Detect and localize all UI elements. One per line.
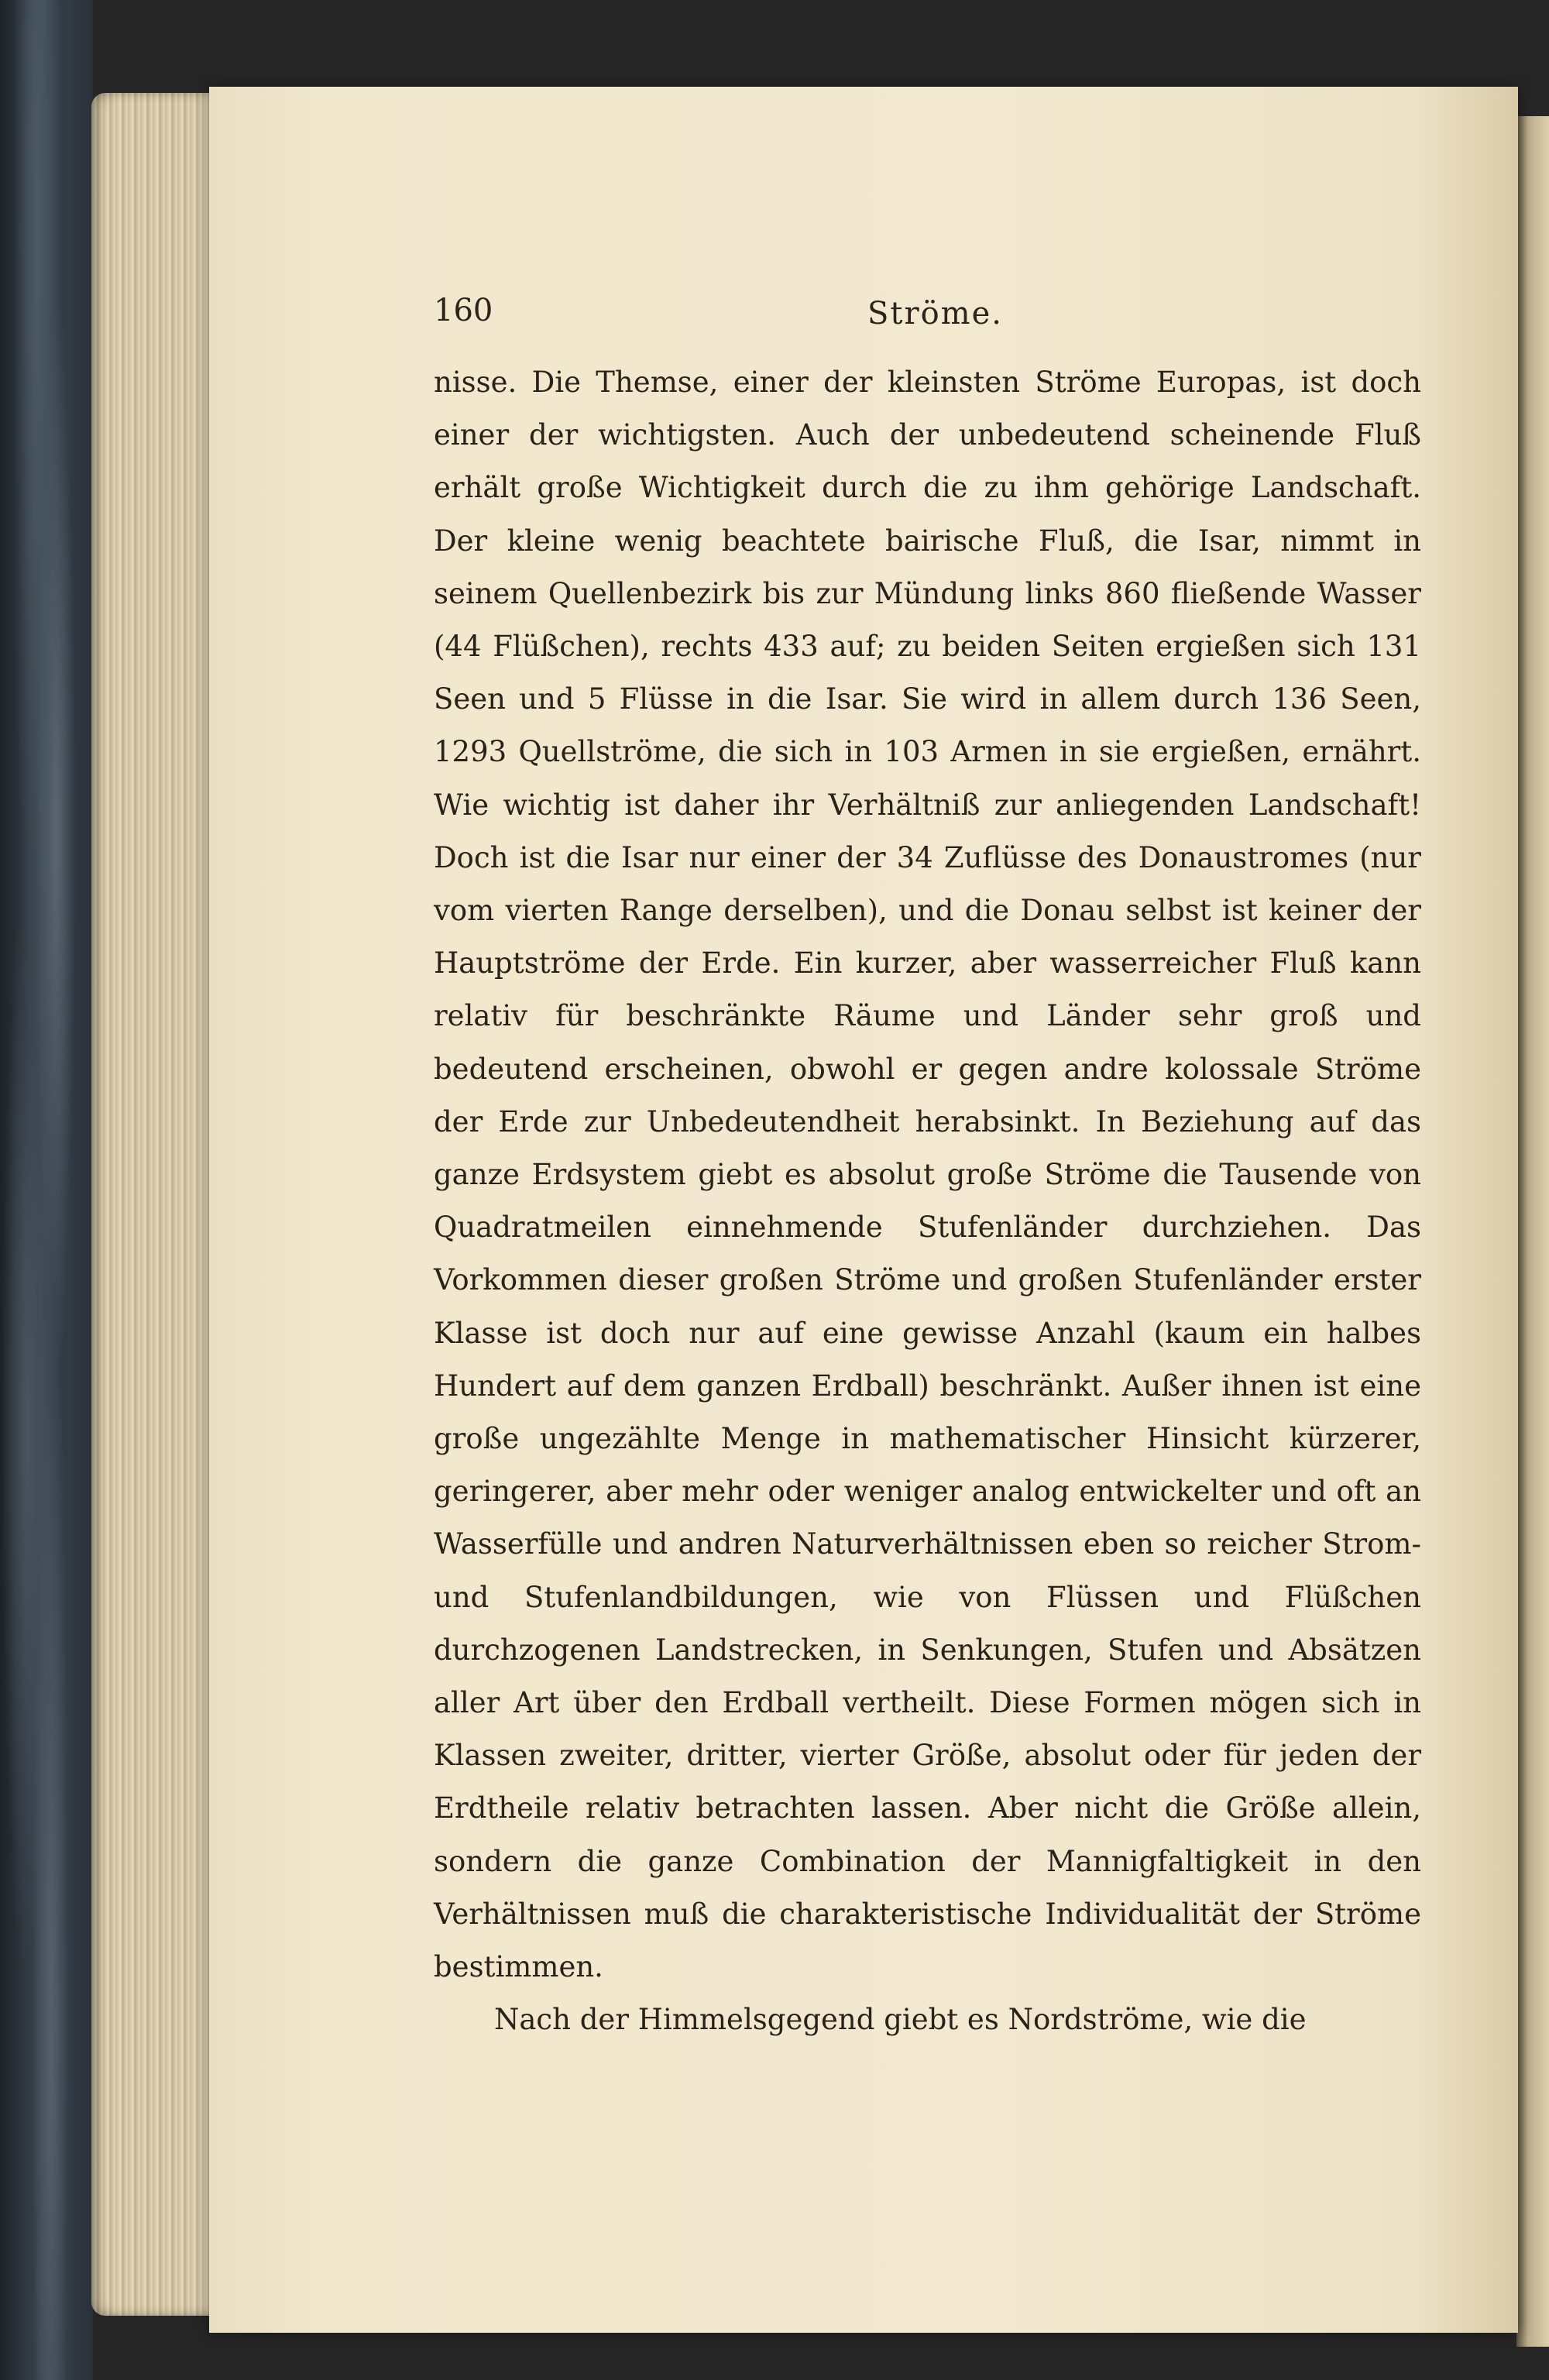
page-number: 160 [434, 293, 493, 328]
book-binding [0, 0, 93, 2380]
running-title: Ströme. [867, 296, 1003, 331]
body-text [434, 356, 1421, 2047]
paragraph-2: Nach der Himmelsgegend giebt es Nordströme, wie die [494, 2003, 1307, 2037]
facing-page-edge [1516, 116, 1549, 2347]
paragraph-1: nisse. Die Themse, einer der kleinsten Ströme Europas, ist doch einer der wichtigsten. Auch der unbedeutend scheinende Fluß erhält große Wichtigkeit durch die zu ihm gehörige Landschaft. Der kleine wenig beachtete bairische Fluß, die Isar, nimmt in seinem Quellenbezirk bis zur Mündung links 860 fließende Wasser (44 Flüßchen), rechts 433 auf; zu beiden Seiten ergießen sich 131 Seen und 5 Flüsse in die Isar. Sie wird in allem durch 136 Seen, 1293 Quellströme, die sich in 103 Armen in sie ergießen, ernährt. Wie wichtig ist daher ihr Verhältniß zur anliegenden Landschaft! Doch ist die Isar nur einer der 34 Zuflüsse des Donaustromes (nur vom vierten Range derselben), und die Donau selbst ist keiner der Hauptströme der Erde. Ein kurzer, aber wasserreicher Fluß kann relativ für beschränkte Räume und Länder sehr groß und bedeutend erscheinen, obwohl er gegen andre kolossale Ströme der Erde zur Unbedeutendheit herabsinkt. In Beziehung auf das ganze Erdsystem giebt es absolut große Ströme die Tausende von Quadratmeilen einnehmende Stufenländer durchziehen. Das Vorkommen dieser großen Ströme und großen Stufenländer erster Klasse ist doch nur auf eine gewisse Anzahl (kaum ein halbes Hundert auf dem ganzen Erdball) beschränkt. Außer ihnen ist eine große ungezählte Menge in mathematischer Hinsicht kürzerer, geringerer, aber mehr oder weniger analog entwickelter und oft an Wasserfülle und andren Naturverhältnissen eben so reicher Strom- und Stufenlandbildungen, wie von Flüssen und Flüßchen durchzogenen Landstrecken, in Senkungen, Stufen und Absätzen aller Art über den Erdball vertheilt. Diese Formen mögen sich in Klassen zweiter, dritter, vierter Größe, absolut oder für jeden der Erdtheile relativ betrachten lassen. Aber nicht die Größe allein, sondern die ganze Combination der Mannigfaltigkeit in den Verhältnissen muß die charakteristische Individualität der Ströme bestimmen. [434, 366, 1421, 1984]
